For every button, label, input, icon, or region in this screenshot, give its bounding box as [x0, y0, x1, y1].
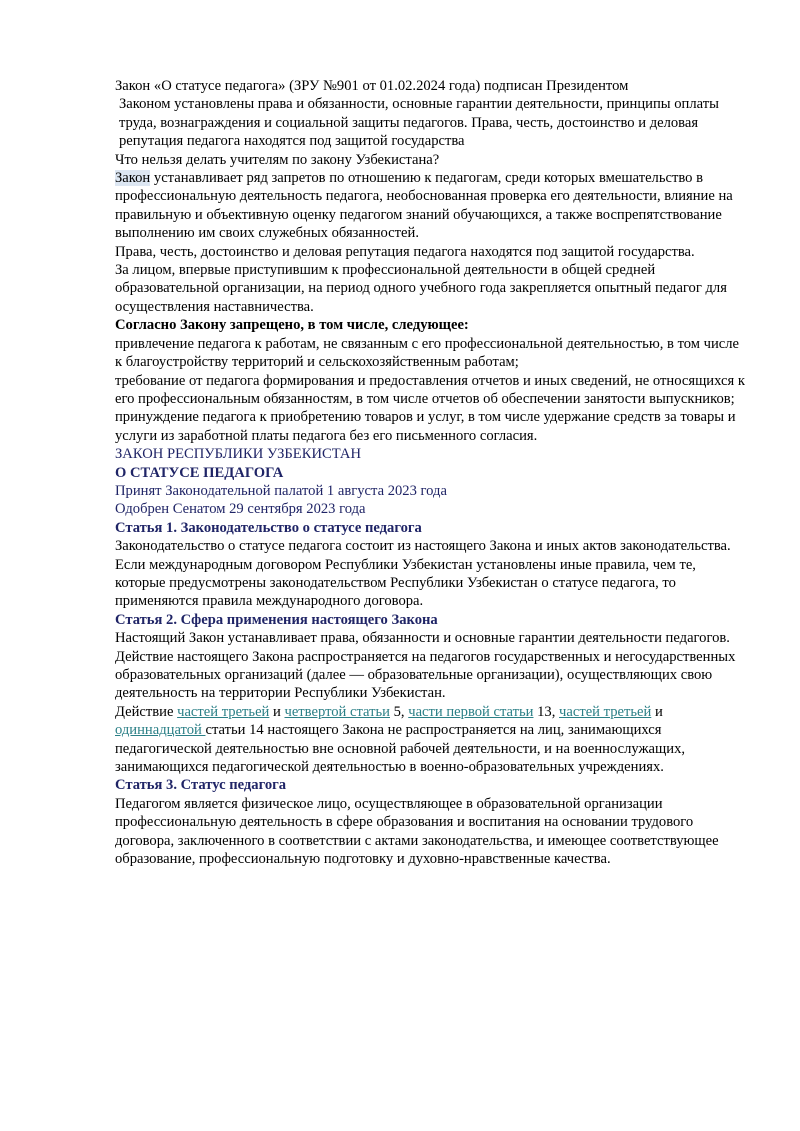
link-part-first-article[interactable]: части первой статьи — [408, 703, 534, 720]
intro-question: Что нельзя делать учителям по закону Узбекистана? — [115, 151, 440, 168]
article-3-paragraph: Педагогом является физическое лицо, осуществляющее в образовательной организации профессиональную деятельность в сфере образования и воспитания на основании трудового договора, заключенного в соответствии с актами законодательства, и имеющее соответствующее образование, профессиональную подготовку и духовно-нравственные качества. — [115, 795, 719, 868]
article-2-paragraph-links — [115, 703, 745, 777]
article-2-paragraph: Действие настоящего Закона распространяется на педагогов государственных и негосударственных образовательных организаций (далее — образовательные организации), осуществляющих свою деятельность на территории Республики Узбекистан. — [115, 648, 736, 702]
article-1-heading: Статья 1. Законодательство о статусе педагога — [115, 519, 422, 536]
law-adopted: Принят Законодательной палатой 1 августа 2023 года — [115, 482, 447, 499]
intro-protection: Права, честь, достоинство и деловая репутация педагога находятся под защитой государства. — [115, 243, 695, 260]
highlighted-word[interactable]: Закон — [115, 170, 151, 187]
text-fragment: 5, — [389, 703, 409, 720]
law-header: ЗАКОН РЕСПУБЛИКИ УЗБЕКИСТАН — [115, 446, 361, 463]
intro-mentoring: За лицом, впервые приступившим к профессиональной деятельности в общей средней образовательной организации, на период одного учебного года закрепляется опытный педагог для осуществления наставничества. — [115, 262, 727, 315]
prohibited-item: принуждение педагога к приобретению товаров и услуг, в том числе удержание средств за товары и услуги из заработной платы педагога без его письменного согласия. — [115, 409, 736, 444]
law-approved: Одобрен Сенатом 29 сентября 2023 года — [115, 501, 366, 518]
document-page — [115, 77, 745, 868]
law-title: О СТАТУСЕ ПЕДАГОГА — [115, 464, 284, 481]
ban-text: устанавливает ряд запретов по отношению к педагогам, среди которых вмешательство в профессиональную деятельность педагога, необоснованная проверка его деятельности, влияние на правильную и объективную оценку педагогом знаний обучающихся, а также воспрепятствование выполнению им своих служебных обязанностей. — [115, 170, 733, 242]
intro-ban-paragraph — [115, 169, 745, 243]
article-1-paragraph: Законодательство о статусе педагога состоит из настоящего Закона и иных актов законодательства. — [115, 538, 731, 555]
prohibited-item: требование от педагога формирования и предоставления отчетов и иных сведений, не относящихся к его профессиональным обязанностям, в том числе отчетов об обеспечении занятости выпускников; — [115, 372, 745, 407]
link-eleventh[interactable]: одиннадцатой — [115, 722, 206, 739]
prohibited-heading: Согласно Закону запрещено, в том числе, следующее: — [115, 317, 469, 334]
article-2-heading: Статья 2. Сфера применения настоящего Закона — [115, 611, 438, 628]
link-parts-third[interactable]: частей третьей — [177, 703, 270, 720]
article-1-paragraph: Если международным договором Республики Узбекистан установлены иные правила, чем те, которые предусмотрены законодательством Республики Узбекистан о статусе педагога, то применяются правила международного договора. — [115, 556, 696, 610]
link-parts-third-2[interactable]: частей третьей — [559, 703, 652, 720]
text-fragment: 13, — [533, 703, 560, 720]
text-fragment: статьи 14 настоящего Закона не распространяется на лиц, занимающихся педагогической деятельностью вне основной рабочей деятельности, и на военнослужащих, занимающихся педагогической деятельностью в военно-образовательных учреждениях. — [115, 722, 686, 776]
text-fragment: и — [651, 703, 663, 720]
intro-summary: Законом установлены права и обязанности, основные гарантии деятельности, принципы оплаты труда, вознаграждения и социальной защиты педагогов. Права, честь, достоинство и деловая репутация педагога находятся под защитой государства — [119, 96, 719, 150]
article-2-paragraph: Настоящий Закон устанавливает права, обязанности и основные гарантии деятельности педагогов. — [115, 630, 730, 647]
text-fragment: и — [269, 703, 285, 720]
text-fragment: Действие — [115, 703, 178, 720]
intro-headline: Закон «О статусе педагога» (ЗРУ №901 от 01.02.2024 года) подписан Президентом — [115, 78, 629, 94]
article-3-heading: Статья 3. Статус педагога — [115, 777, 287, 794]
link-fourth-article[interactable]: четвертой статьи — [284, 703, 390, 720]
prohibited-item: привлечение педагога к работам, не связанным с его профессиональной деятельностью, в том числе к благоустройству территорий и сельскохозяйственным работам; — [115, 335, 740, 371]
